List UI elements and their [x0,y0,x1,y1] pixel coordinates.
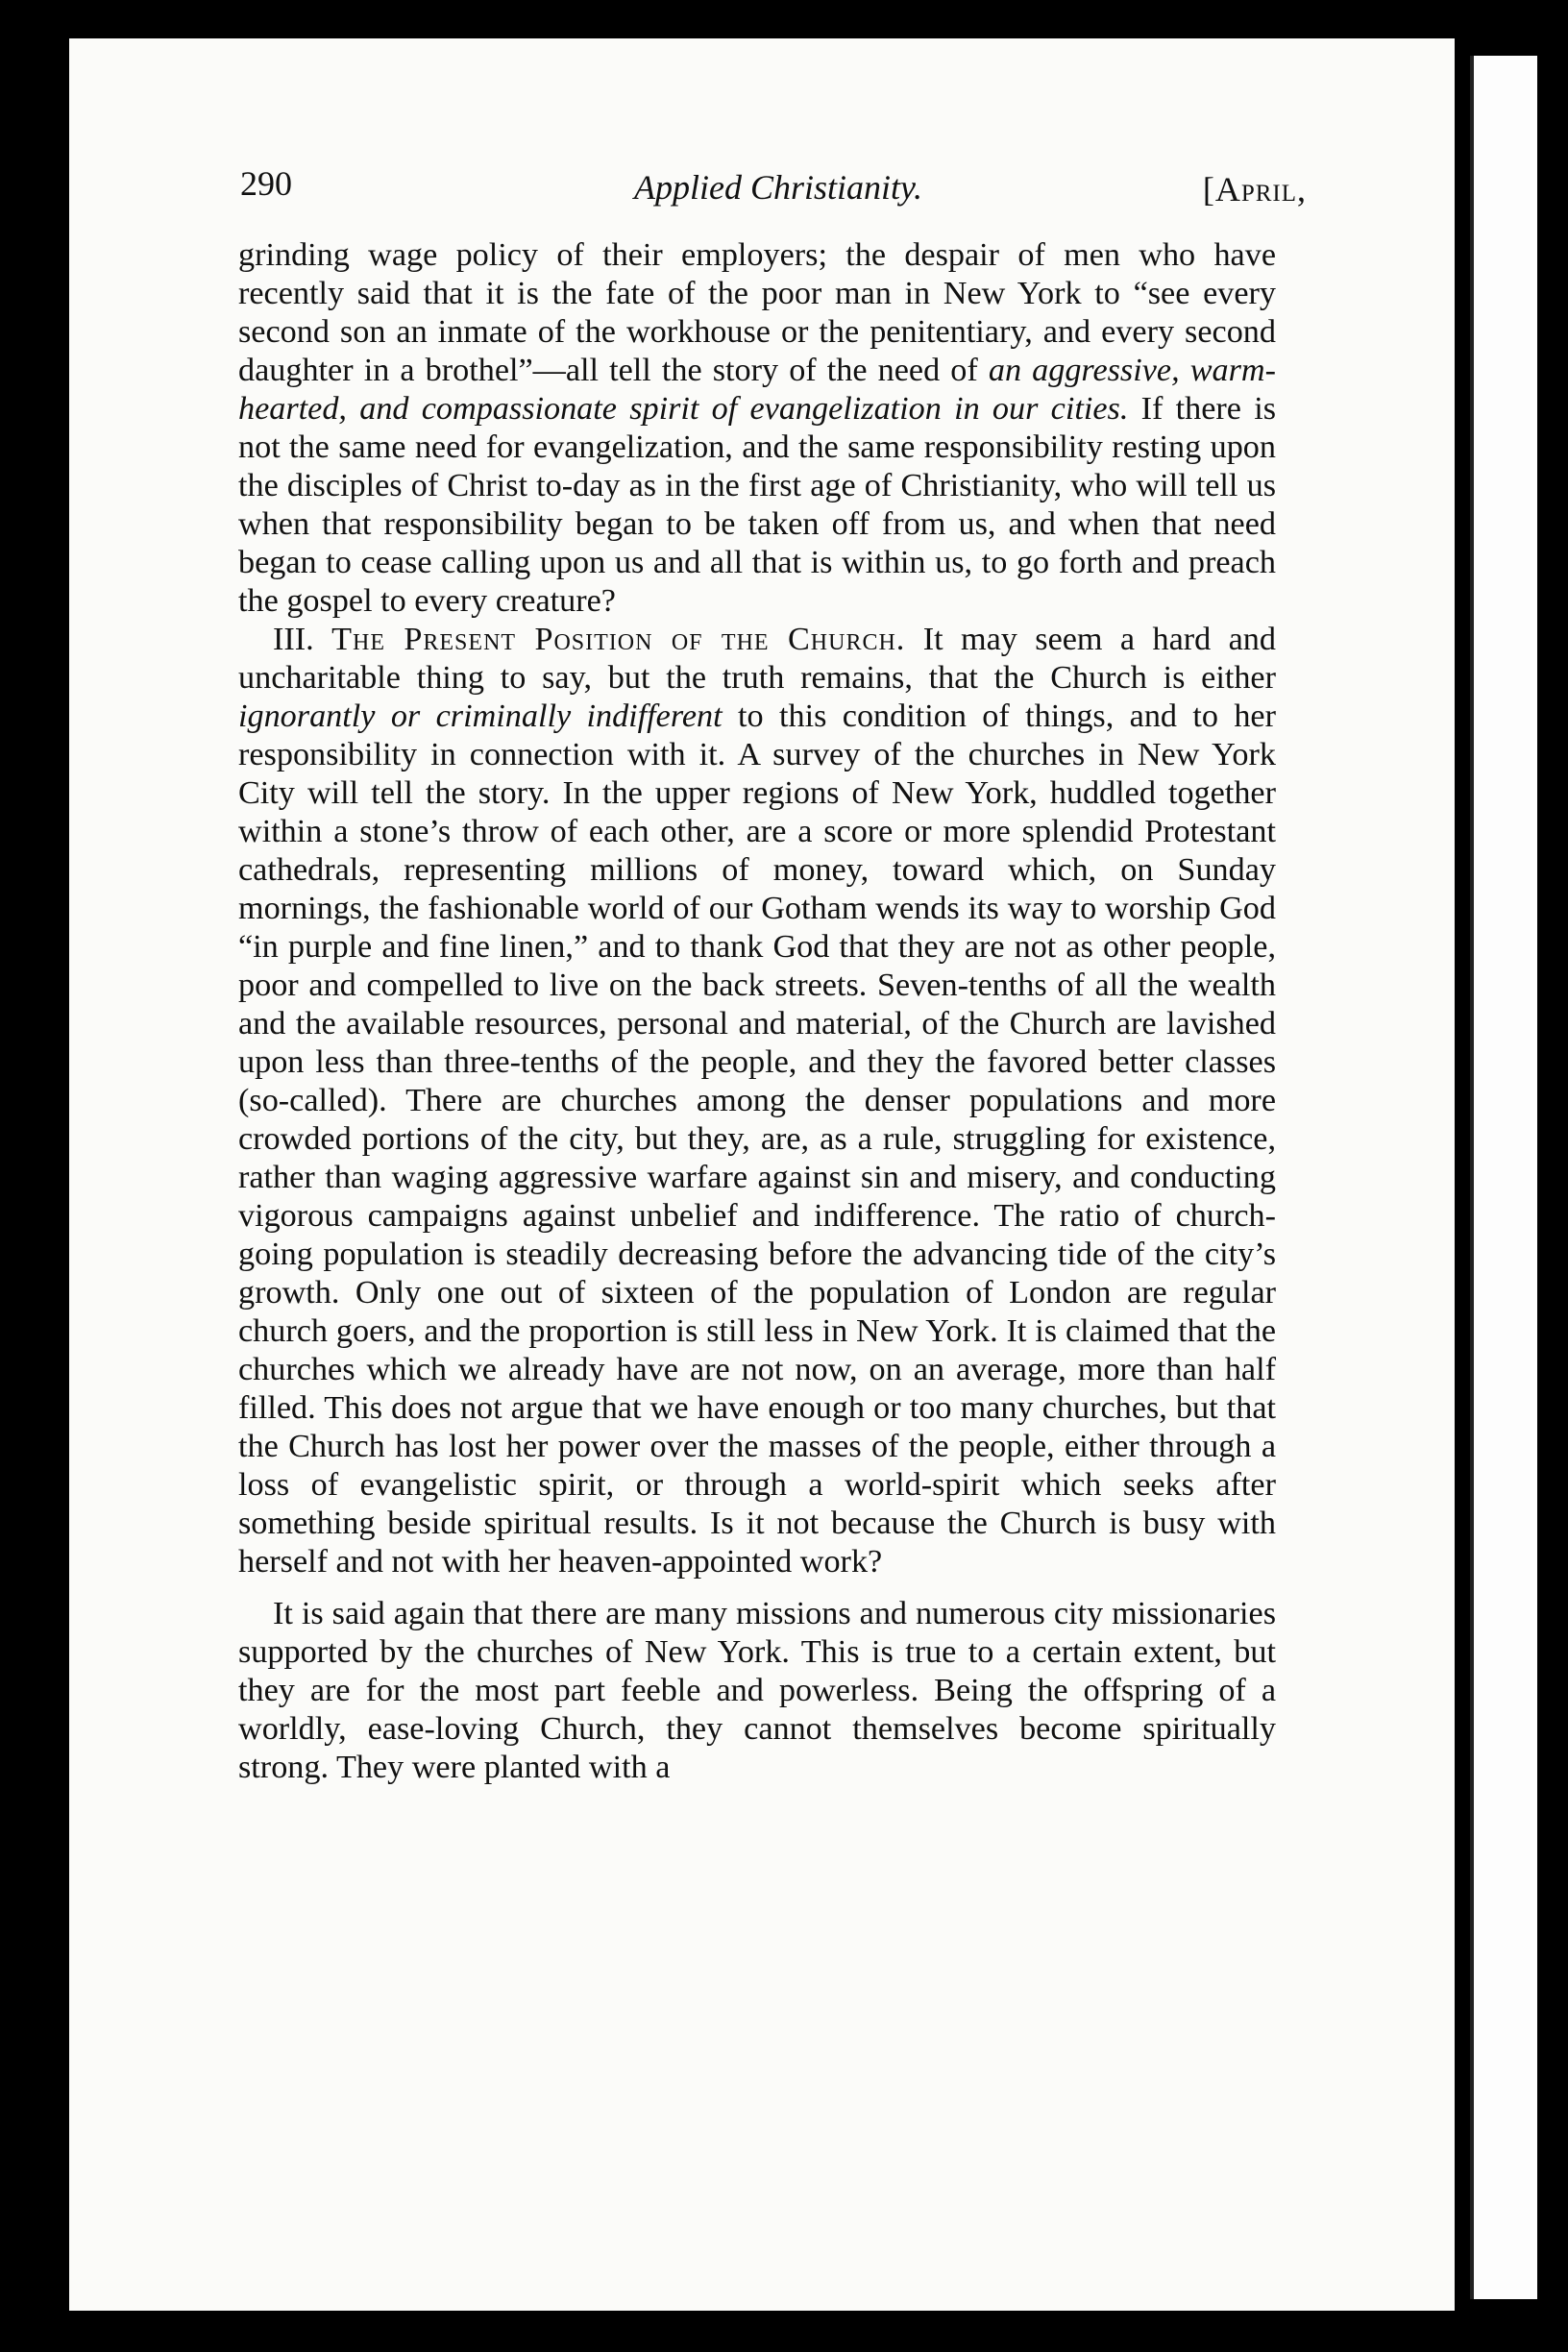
paragraph-1-text-b: If there is not the same need for evangelization, and the same responsibility resting upon the disciples of Christ to-day as in the first age of Christianity, who will tell us when that responsibility began to be taken off from us, and when that need began to cease calling upon us and all that is within us, to go forth and preach the gospel to every creature? [238,391,1277,619]
running-title: Applied Christianity. [634,168,923,207]
adjacent-page-edge [1470,56,1537,2299]
paragraph-1-text-a: grinding wage policy of their employers; the despair of men who have recently said that it is the fate of the poor man in New York to “see every second son an inmate of the workhouse or the penitentiary, and every second daughter in a brothel”—all tell the story of the need of [238,237,1276,388]
paragraph-1 [238,236,1276,621]
section-heading: The Present Position of the Church. [331,622,906,657]
paragraph-1-emphasis: an aggressive, warm-hearted, and compassionate spirit of evangelization in our cities. [238,353,1276,427]
paragraph-2-emphasis: ignorantly or criminally indifferent [238,698,723,734]
paragraph-2-text-a: It may seem a hard and uncharitable thing to say, but the truth remains, that the Church is either [238,622,1276,696]
body-text [238,236,1276,1787]
paragraph-2-text-b: to this condition of things, and to her responsibility in connection with it. A survey of the churches in New York City will tell the story. In the upper regions of New York, huddled together within a stone’s throw of each other, are a score or more splendid Protestant cathedrals, representing millions of money, toward which, on Sunday mornings, the fashionable world of our Gotham wends its way to worship God “in purple and fine linen,” and to thank God that they are not as other people, poor and compelled to live on the back streets. Seven-tenths of all the wealth and the available resources, personal and material, of the Church are lavished upon less than three-tenths of the people, and they the favored better classes (so-called). There are churches among the denser populations and more crowded portions of the city, but they, are, as a rule, struggling for existence, rather than waging aggressive warfare against sin and misery, and conducting vigorous campaigns against unbelief and indifference. The ratio of church-going population is steadily decreasing before the advancing tide of the city’s growth. Only one out of sixteen of the population of London are regular church goers, and the proportion is still less in New York. It is claimed that the churches which we already have are not now, on an average, more than half filled. This does not argue that we have enough or too many churches, but that the Church has lost her power over the masses of the people, either through a loss of evangelistic spirit, or through a world-spirit which seeks after something beside spiritual results. Is it not because the Church is busy with herself and not with her heaven-appointed work? [238,698,1276,1580]
paragraph-2 [238,621,1276,1581]
page-number: 290 [240,164,292,203]
paragraph-3 [238,1595,1276,1787]
paragraph-3-text: It is said again that there are many missions and numerous city missionaries supported by the churches of New York. This is true to a certain extent, but they are for the most part feeble and powerless. Being the offspring of a worldly, ease-loving Church, they cannot themselves become spiritually strong. They were planted with a [238,1596,1276,1785]
running-month: [April, [1202,170,1307,208]
section-numeral: III. [273,622,314,657]
page-gutter-shadow [1470,56,1474,2299]
running-header [240,154,1307,211]
